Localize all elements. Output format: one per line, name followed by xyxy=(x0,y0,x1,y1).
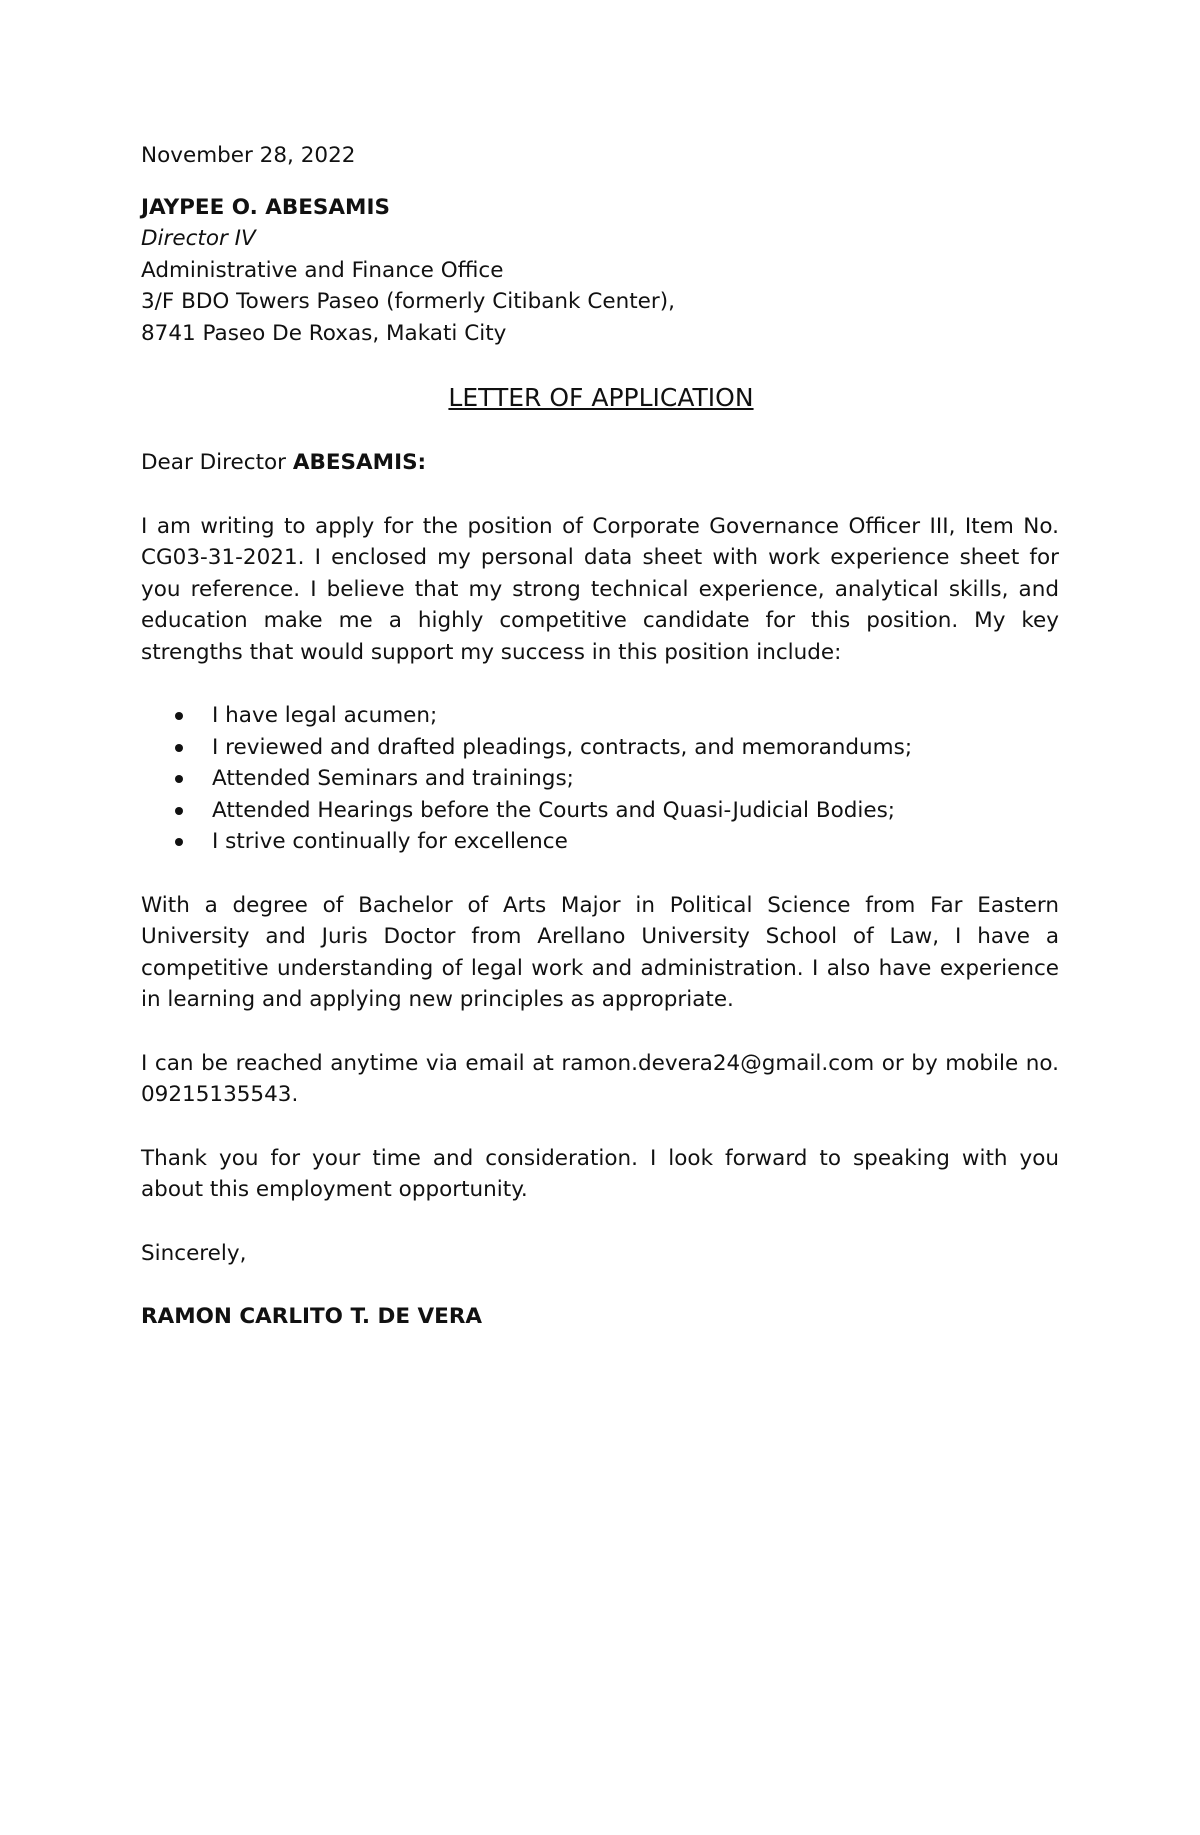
list-item xyxy=(141,763,1059,795)
salutation xyxy=(141,447,1059,479)
intro-paragraph: I am writing to apply for the position of Corporate Governance Officer III, Item No. CG03-31-2021. I enclosed my personal data sheet with work experience sheet for you reference. I believe that my strong technical experience, analytical skills, and education make me a highly competitive candidate for this position. My key strengths that would support my success in this position include: xyxy=(141,513,1059,665)
letter-heading: LETTER OF APPLICATION xyxy=(448,383,754,412)
bullet-icon xyxy=(175,712,183,720)
salutation-prefix: Dear Director xyxy=(141,450,293,475)
list-item-text: I strive continually for excellence xyxy=(212,829,568,854)
thanks-paragraph: Thank you for your time and consideration. I look forward to speaking with you about this employment opportunity. xyxy=(141,1145,1059,1202)
recipient-address-line1: 3/F BDO Towers Paseo (formerly Citibank Center), xyxy=(141,289,675,314)
letter-date: November 28, 2022 xyxy=(141,143,356,168)
list-item-text: I reviewed and drafted pleadings, contracts, and memorandums; xyxy=(212,734,913,760)
bullet-icon xyxy=(175,807,183,815)
list-item xyxy=(141,795,1059,827)
paragraph-spacer xyxy=(141,668,1059,700)
education-paragraph: With a degree of Bachelor of Arts Major in Political Science from Far Eastern University and Juris Doctor from Arellano University School of Law, I have a competitive understanding of legal work and administration. I also have experience in learning and applying new principles as appropriate. xyxy=(141,892,1059,1012)
recipient-block xyxy=(141,192,1059,350)
bullet-icon xyxy=(175,775,183,783)
recipient-title: Director IV xyxy=(141,226,256,251)
contact-paragraph: I can be reached anytime via email at ramon.devera24@gmail.com or by mobile no. 09215135543. xyxy=(141,1050,1059,1107)
bullet-icon xyxy=(175,838,183,846)
recipient-address-line2: 8741 Paseo De Roxas, Makati City xyxy=(141,320,507,346)
signatory-name: RAMON CARLITO T. DE VERA xyxy=(141,1304,483,1329)
strengths-list xyxy=(141,700,1059,858)
bullet-icon xyxy=(175,744,183,752)
recipient-name: JAYPEE O. ABESAMIS xyxy=(141,194,390,220)
closing: Sincerely, xyxy=(141,1240,247,1266)
list-item-text: I have legal acumen; xyxy=(212,703,438,728)
salutation-name: ABESAMIS: xyxy=(292,450,427,475)
list-item xyxy=(141,700,1059,732)
list-item xyxy=(141,826,1059,858)
list-item-text: Attended Hearings before the Courts and Quasi-Judicial Bodies; xyxy=(212,797,896,823)
recipient-office: Administrative and Finance Office xyxy=(141,257,504,283)
list-item xyxy=(141,732,1059,764)
list-item-text: Attended Seminars and trainings; xyxy=(212,766,574,791)
